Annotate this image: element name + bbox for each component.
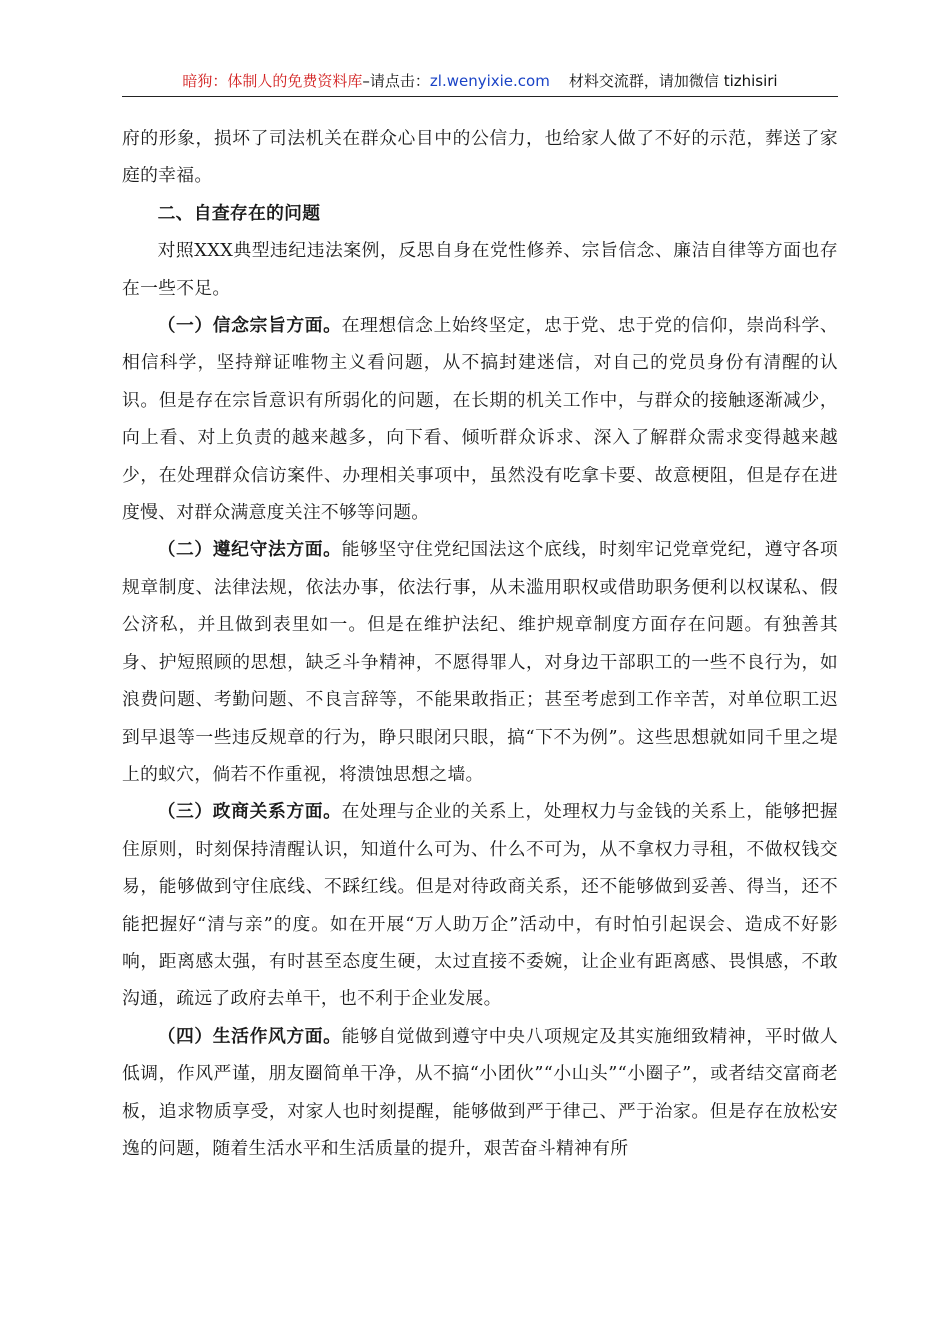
item-lead-1: （一）信念宗旨方面。 xyxy=(157,315,342,337)
page-header xyxy=(122,68,838,97)
intro-paragraph: 对照XXX典型违纪违法案例，反思自身在党性修养、宗旨信念、廉洁自律等方面也存在一些不足。 xyxy=(122,240,838,299)
item-text-2: 能够坚守住党纪国法这个底线，时刻牢记党章党纪，遵守各项规章制度、法律法规，依法办事，依法行事，从未滥用职权或借助职务便利以权谋私、假公济私，并且做到表里如一。但是在维护法纪、维护规章制度方面存在问题。有独善其身、护短照顾的思想，缺乏斗争精神，不愿得罪人，对身边干部职工的一些不良行为，如浪费问题、考勤问题、不良言辞等，不能果敢指正；甚至考虑到工作辛苦，对单位职工迟到早退等一些违反规章的行为，睁只眼闭只眼，搞“下不为例”。这些思想就如同千里之堤上的蚁穴，倘若不作重视，将溃蚀思想之墙。 xyxy=(122,539,838,785)
item-lead-3: （三）政商关系方面。 xyxy=(157,801,342,823)
continuation-paragraph: 府的形象，损坏了司法机关在群众心目中的公信力，也给家人做了不好的示范，葬送了家庭的幸福。 xyxy=(122,128,838,187)
header-link-prefix: –请点击： xyxy=(362,72,430,90)
item-text-4: 能够自觉做到遵守中央八项规定及其实施细致精神，平时做人低调，作风严谨，朋友圈简单干净，从不搞“小团伙”“小山头”“小圈子”，或者结交富商老板，追求物质享受，对家人也时刻提醒，能够做到严于律己、严于治家。但是存在放松安逸的问题，随着生活水平和生活质量的提升，艰苦奋斗精神有所 xyxy=(122,1025,838,1159)
item-paragraph-4 xyxy=(122,1018,838,1168)
header-site-name: 暗狗：体制人的免费资料库 xyxy=(182,72,363,90)
item-paragraph-1 xyxy=(122,307,838,531)
item-lead-4: （四）生活作风方面。 xyxy=(157,1025,342,1047)
header-url-link[interactable]: zl.wenyixie.com xyxy=(429,72,550,90)
item-paragraph-2 xyxy=(122,531,838,793)
document-body xyxy=(122,120,838,1167)
item-text-1: 在理想信念上始终坚定，忠于党、忠于党的信仰，崇尚科学、相信科学，坚持辩证唯物主义看问题，从不搞封建迷信，对自己的党员身份有清醒的认识。但是存在宗旨意识有所弱化的问题，在长期的机关工作中，与群众的接触逐渐减少，向上看、对上负责的越来越多，向下看、倾听群众诉求、深入了解群众需求变得越来越少，在处理群众信访案件、办理相关事项中，虽然没有吃拿卡要、故意梗阻，但是存在进度慢、对群众满意度关注不够等问题。 xyxy=(122,315,838,524)
item-lead-2: （二）遵纪守法方面。 xyxy=(157,539,342,561)
item-paragraph-3 xyxy=(122,793,838,1017)
item-text-3: 在处理与企业的关系上，处理权力与金钱的关系上，能够把握住原则，时刻保持清醒认识，知道什么可为、什么不可为，从不拿权力寻租，不做权钱交易，能够做到守住底线、不踩红线。但是对待政商关系，还不能够做到妥善、得当，还不能把握好“清与亲”的度。如在开展“万人助万企”活动中，有时怕引起误会、造成不好影响，距离感太强，有时甚至态度生硬，太过直接不委婉，让企业有距离感、畏惧感，不敢沟通，疏远了政府去单干，也不利于企业发展。 xyxy=(122,801,838,1010)
section-title: 二、自查存在的问题 xyxy=(157,202,321,224)
header-wechat-note: 材料交流群，请加微信 tizhisiri xyxy=(568,72,778,90)
